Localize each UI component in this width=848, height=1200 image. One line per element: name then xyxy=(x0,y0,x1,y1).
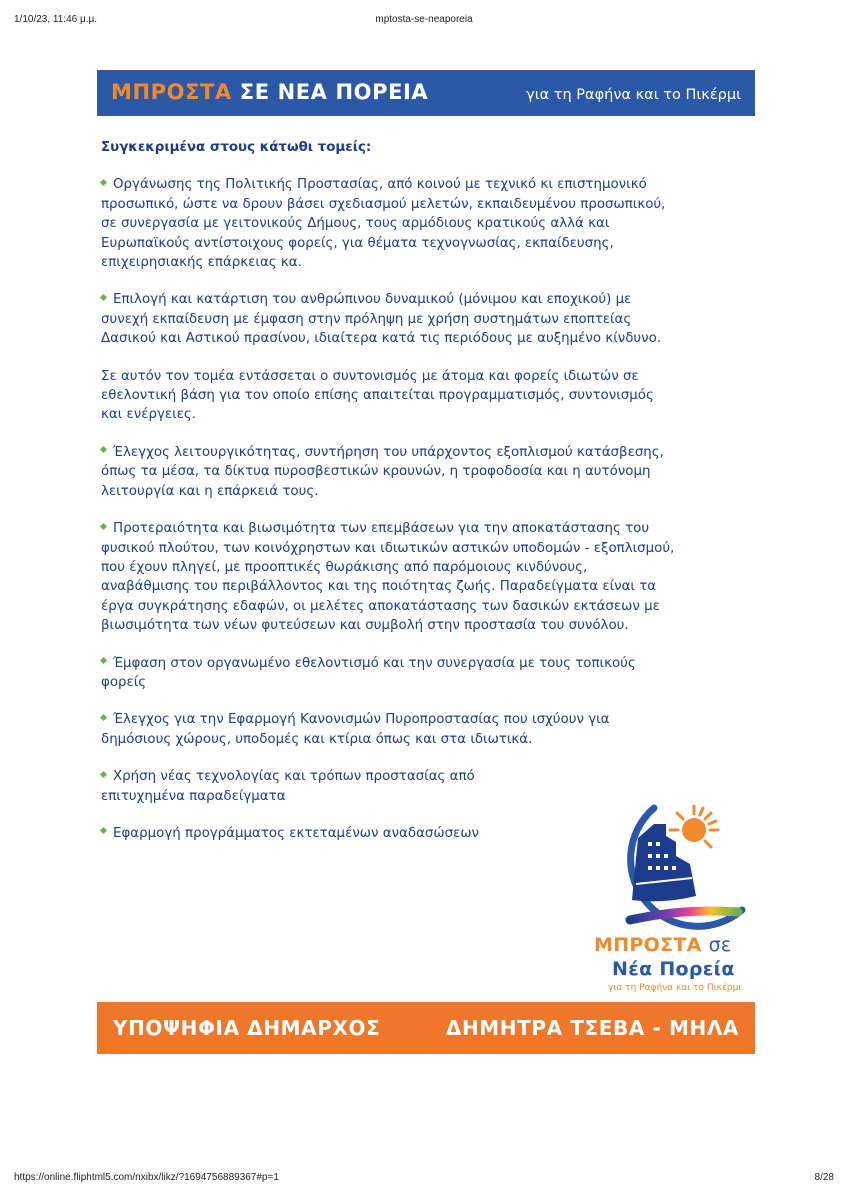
print-url: https://online.fliphtml5.com/nxibx/likz/?1694756889367#p=1 xyxy=(14,1172,279,1183)
bullet-icon xyxy=(100,294,107,301)
bullet-icon xyxy=(100,771,107,778)
text-line xyxy=(101,519,761,538)
text-line xyxy=(101,234,761,253)
banner-title-part2: ΣΕ ΝΕΑ ΠΟΡΕΙΑ xyxy=(239,80,429,104)
logo-line2: Νέα Πορεία xyxy=(612,958,735,980)
print-header xyxy=(14,14,834,28)
text-line xyxy=(101,253,761,272)
text-line xyxy=(101,310,761,329)
print-datetime: 1/10/23, 11:46 μ.μ. xyxy=(14,14,98,25)
text-line xyxy=(101,539,761,558)
text-line-content: εθελοντική βάση για τον οποίο επίσης απαιτείται προγραμματισμός, συντονισμός xyxy=(101,388,654,404)
text-line-content: Ευρωπαϊκούς αντίστοιχους φορείς, για θέματα τεχνογνωσίας, εκπαίδευσης, xyxy=(101,235,614,251)
banner-title-part1: ΜΠΡΟΣΤΑ xyxy=(111,80,232,104)
text-line-content: Έλεγχος για την Εφαρμογή Κανονισμών Πυροπροστασίας που ισχύουν για xyxy=(113,712,610,728)
logo-line1-main: ΜΠΡΟΣΤΑ xyxy=(594,934,702,956)
document-body xyxy=(101,138,761,861)
text-line-content: επιτυχημένα παραδείγματα xyxy=(101,788,286,804)
text-line-content: Δασικού και Αστικού πρασίνου, ιδιαίτερα κατά τις περιόδους με αυξημένο κίνδυνο. xyxy=(101,331,662,347)
text-line-content: που έχουν πληγεί, με προοπτικές θωράκισης από παρόμοιους κινδύνους, xyxy=(101,559,588,575)
text-line xyxy=(101,577,761,596)
text-line-content: αναβάθμισης του περιβάλλοντος και της ποιότητας ζωής. Παραδείγματα είναι τα xyxy=(101,579,657,595)
bullet-item xyxy=(101,175,761,272)
bullet-icon xyxy=(100,523,107,530)
candidate-title: ΥΠΟΨΗΦΙΑ ΔΗΜΑΡΧΟΣ xyxy=(113,1016,381,1040)
text-line xyxy=(101,767,761,786)
text-line-content: Επιλογή και κατάρτιση του ανθρώπινου δυναμικού (μόνιμου και εποχικού) με xyxy=(113,292,632,308)
text-line-content: δημόσιους χώρους, υποδομές και κτίρια όπως και στα ιδιωτικά. xyxy=(101,731,533,747)
bullet-icon xyxy=(100,827,107,834)
text-line xyxy=(101,616,761,635)
text-line-content: φορείς xyxy=(101,674,147,690)
ship-and-sun-icon xyxy=(592,800,760,935)
text-line xyxy=(101,405,761,424)
text-line-content: σε συνεργασία με γειτονικούς Δήμους, τους αρμόδιους κρατικούς αλλά και xyxy=(101,216,610,232)
bottom-banner xyxy=(97,1002,755,1054)
text-line xyxy=(101,482,761,501)
text-line xyxy=(101,443,761,462)
text-line-content: Εφαρμογή προγράμματος εκτεταμένων αναδασώσεων xyxy=(113,825,480,841)
text-line xyxy=(101,175,761,194)
banner-subtitle: για τη Ραφήνα και το Πικέρμι xyxy=(526,87,741,103)
text-line xyxy=(101,730,761,749)
text-line-content: και ενέργειες. xyxy=(101,407,197,423)
text-line-content: επιχειρησιακής επάρκειας κα. xyxy=(101,255,302,271)
bullet-item xyxy=(101,290,761,348)
banner-title xyxy=(111,80,428,104)
text-line-content: Έλεγχος λειτουργικότητας, συντήρηση του υπάρχοντος εξοπλισμού κατάσβεσης, xyxy=(113,444,664,460)
text-line xyxy=(101,329,761,348)
bullet-item xyxy=(101,519,761,635)
text-line-content: όπως τα μέσα, τα δίκτυα πυροσβεστικών κρουνών, η τροφοδοσία και η αυτόνομη xyxy=(101,464,651,480)
text-line-content: βιωσιμότητα των νέων φυτεύσεων και συμβολή στην προστασία του συνόλου. xyxy=(101,618,629,634)
bullet-item xyxy=(101,443,761,501)
print-footer xyxy=(14,1172,834,1186)
content-blocks xyxy=(101,175,761,843)
text-line xyxy=(101,462,761,481)
text-line-content: έργα συγκράτησης εδαφών, οι μελέτες αποκατάστασης των δασικών εκτάσεων με xyxy=(101,598,660,614)
text-line-content: Προτεραιότητα και βιωσιμότητα των επεμβάσεων για την αποκατάστασης του xyxy=(113,521,650,537)
logo-line1-se: σε xyxy=(708,934,732,956)
logo-line3: για τη Ραφήνα και το Πικέρμι xyxy=(608,983,742,993)
text-line xyxy=(101,710,761,729)
text-line xyxy=(101,214,761,233)
bullet-item xyxy=(101,654,761,693)
text-line-content: Χρήση νέας τεχνολογίας και τρόπων προστασίας από xyxy=(113,769,475,785)
bullet-icon xyxy=(100,446,107,453)
text-line-content: Έμφαση στον οργανωμένο εθελοντισμό και την συνεργασία με τους τοπικούς xyxy=(113,655,636,671)
text-line-content: συνεχή εκπαίδευση με έμφαση στην πρόληψη με χρήση συστημάτων εποπτείας xyxy=(101,311,632,327)
text-line xyxy=(101,597,761,616)
bullet-icon xyxy=(100,657,107,664)
text-line xyxy=(101,290,761,309)
text-line xyxy=(101,673,761,692)
text-line-content: Οργάνωσης της Πολιτικής Προστασίας, από κοινού με τεχνικό κι επιστημονικό xyxy=(113,177,647,193)
logo-line1 xyxy=(594,934,731,956)
bullet-icon xyxy=(100,179,107,186)
text-line-content: λειτουργία και η επάρκειά τους. xyxy=(101,483,319,499)
text-line-content: προσωπικό, ώστε να δρουν βάσει σχεδιασμού μελετών, εκπαιδευμένου προσωπικού, xyxy=(101,196,666,212)
text-line xyxy=(101,386,761,405)
bullet-item xyxy=(101,710,761,749)
print-title: mptosta-se-neaporeia xyxy=(375,14,473,25)
campaign-logo xyxy=(592,800,760,1000)
text-line xyxy=(101,195,761,214)
text-line xyxy=(101,558,761,577)
print-page-number: 8/28 xyxy=(814,1172,834,1183)
top-banner xyxy=(97,70,755,116)
text-line-content: Σε αυτόν τον τομέα εντάσσεται ο συντονισμός με άτομα και φορείς ιδιωτών σε xyxy=(101,368,639,384)
candidate-name: ΔΗΜΗΤΡΑ ΤΣΕΒΑ - ΜΗΛΑ xyxy=(445,1016,739,1040)
text-line xyxy=(101,367,761,386)
bullet-icon xyxy=(100,714,107,721)
paragraph xyxy=(101,367,761,425)
intro-heading: Συγκεκριμένα στους κάτωθι τομείς: xyxy=(101,140,372,155)
text-line xyxy=(101,654,761,673)
text-line-content: φυσικού πλούτου, των κοινόχρηστων και ιδιωτικών αστικών υποδομών - εξοπλισμού, xyxy=(101,540,675,556)
